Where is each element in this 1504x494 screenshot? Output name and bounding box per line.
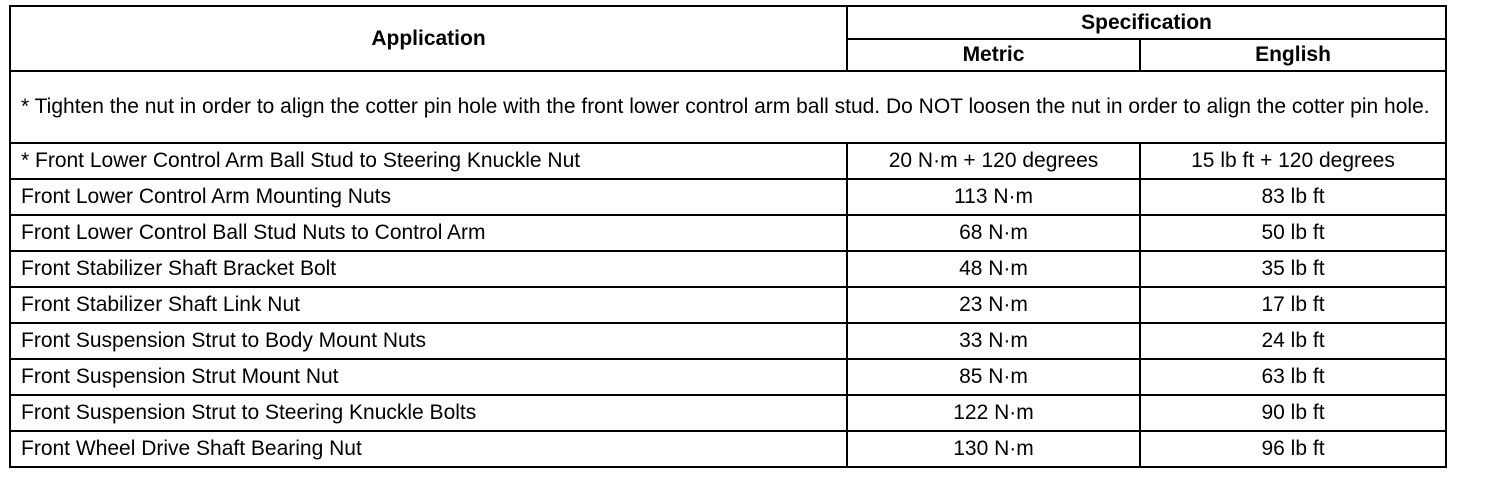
english-cell: 63 lb ft: [1140, 359, 1446, 395]
table-row: [10, 287, 1446, 323]
table-row: [10, 215, 1446, 251]
application-cell: Front Suspension Strut to Body Mount Nuts: [10, 323, 847, 359]
metric-cell: 23 N·m: [847, 287, 1140, 323]
table-row: [10, 359, 1446, 395]
table-row: [10, 323, 1446, 359]
english-cell: 90 lb ft: [1140, 395, 1446, 431]
metric-cell: 122 N·m: [847, 395, 1140, 431]
table-row: [10, 395, 1446, 431]
english-cell: 17 lb ft: [1140, 287, 1446, 323]
header-row-top: [10, 6, 1446, 39]
english-cell: 83 lb ft: [1140, 179, 1446, 215]
note-row: [10, 71, 1446, 143]
application-cell: Front Stabilizer Shaft Link Nut: [10, 287, 847, 323]
application-cell: Front Suspension Strut Mount Nut: [10, 359, 847, 395]
english-cell: 15 lb ft + 120 degrees: [1140, 143, 1446, 179]
english-cell: 50 lb ft: [1140, 215, 1446, 251]
english-cell: 24 lb ft: [1140, 323, 1446, 359]
table-row: [10, 179, 1446, 215]
table-row: [10, 431, 1446, 467]
application-header: Application: [10, 6, 847, 71]
metric-header: Metric: [847, 39, 1140, 71]
english-cell: 96 lb ft: [1140, 431, 1446, 467]
specification-table: [9, 5, 1447, 468]
metric-cell: 130 N·m: [847, 431, 1140, 467]
note-text: * Tighten the nut in order to align the cotter pin hole with the front lower control arm ball stud. Do NOT loosen the nut in order to align the cotter pin hole.: [10, 71, 1446, 143]
english-cell: 35 lb ft: [1140, 251, 1446, 287]
specification-header: Specification: [847, 6, 1446, 39]
application-cell: Front Wheel Drive Shaft Bearing Nut: [10, 431, 847, 467]
metric-cell: 113 N·m: [847, 179, 1140, 215]
table-row: [10, 143, 1446, 179]
application-cell: * Front Lower Control Arm Ball Stud to Steering Knuckle Nut: [10, 143, 847, 179]
application-cell: Front Suspension Strut to Steering Knuckle Bolts: [10, 395, 847, 431]
metric-cell: 20 N·m + 120 degrees: [847, 143, 1140, 179]
metric-cell: 48 N·m: [847, 251, 1140, 287]
application-cell: Front Lower Control Arm Mounting Nuts: [10, 179, 847, 215]
english-header: English: [1140, 39, 1446, 71]
metric-cell: 68 N·m: [847, 215, 1140, 251]
table-row: [10, 251, 1446, 287]
application-cell: Front Lower Control Ball Stud Nuts to Control Arm: [10, 215, 847, 251]
metric-cell: 33 N·m: [847, 323, 1140, 359]
application-cell: Front Stabilizer Shaft Bracket Bolt: [10, 251, 847, 287]
metric-cell: 85 N·m: [847, 359, 1140, 395]
